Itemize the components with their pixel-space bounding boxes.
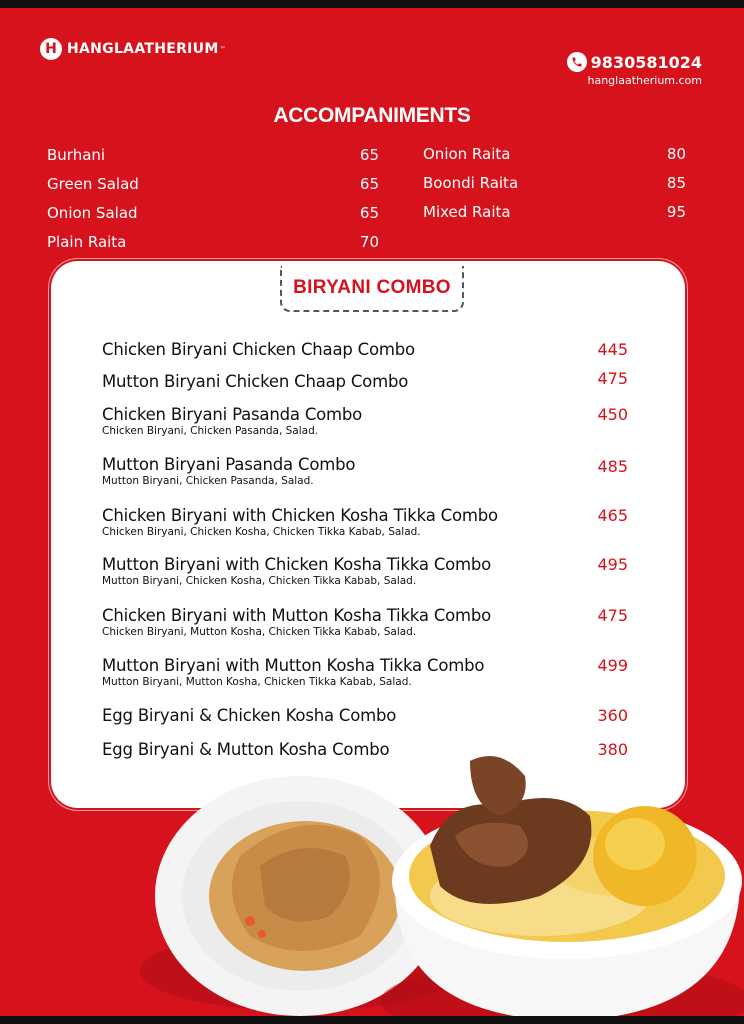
combo-item xyxy=(102,706,628,725)
combo-item-desc: Chicken Biryani, Mutton Kosha, Chicken Tikka Kabab, Salad. xyxy=(102,626,417,638)
item-name: Plain Raita xyxy=(47,233,127,251)
item-name: Green Salad xyxy=(47,175,139,193)
item-name: Mixed Raita xyxy=(423,203,511,221)
combo-item-price: 495 xyxy=(597,555,628,574)
combo-item-price: 475 xyxy=(597,606,628,625)
combo-item-name: Mutton Biryani with Mutton Kosha Tikka Combo xyxy=(102,656,485,675)
brand-trademark: ™ xyxy=(219,45,226,53)
item-name: Onion Raita xyxy=(423,145,511,163)
list-item xyxy=(47,204,379,233)
combo-item-name: Mutton Biryani Chicken Chaap Combo xyxy=(102,372,409,391)
item-price: 70 xyxy=(359,233,379,251)
white-plate xyxy=(155,776,445,1016)
brand-name: HANGLAATHERIUM xyxy=(67,41,219,57)
list-item xyxy=(423,174,686,203)
contact-block xyxy=(567,52,702,87)
item-price: 65 xyxy=(359,204,379,222)
chaap-piece xyxy=(232,825,380,951)
item-price: 80 xyxy=(666,145,686,163)
combo-item xyxy=(102,740,628,759)
top-border xyxy=(0,0,744,8)
combo-item-name: Mutton Biryani with Chicken Kosha Tikka Combo xyxy=(102,555,492,574)
combo-item-price: 475 xyxy=(597,369,628,388)
item-price: 65 xyxy=(359,175,379,193)
plate-inner xyxy=(182,801,418,991)
list-item xyxy=(47,233,379,262)
combo-item xyxy=(102,340,628,359)
combo-item-price: 450 xyxy=(597,405,628,424)
item-name: Burhani xyxy=(47,146,106,164)
combo-item xyxy=(102,506,628,538)
rice-light xyxy=(430,856,650,936)
handi-bowl xyxy=(395,886,740,1016)
combo-item-price: 360 xyxy=(597,706,628,725)
bowl-rim xyxy=(392,803,742,959)
combo-title-tag xyxy=(280,266,464,312)
list-item xyxy=(423,203,686,232)
plate-shadow xyxy=(140,931,460,1011)
menu-page xyxy=(0,8,744,1016)
combo-item xyxy=(102,455,628,487)
combo-item-name: Mutton Biryani Pasanda Combo xyxy=(102,455,356,474)
combo-item-price: 485 xyxy=(597,457,628,476)
combo-item xyxy=(102,656,628,688)
mutton-piece xyxy=(430,798,591,904)
combo-item xyxy=(102,555,628,587)
accompaniments-title: ACCOMPANIMENTS xyxy=(273,104,471,127)
list-item xyxy=(47,175,379,204)
combo-item-desc: Chicken Biryani, Chicken Pasanda, Salad. xyxy=(102,425,319,437)
garnish xyxy=(258,930,266,938)
item-price: 65 xyxy=(359,146,379,164)
biryani-combo-title: BIRYANI COMBO xyxy=(293,277,451,298)
accompaniments-right-column xyxy=(423,145,686,232)
combo-item-desc: Mutton Biryani, Chicken Pasanda, Salad. xyxy=(102,475,314,487)
item-price: 85 xyxy=(666,174,686,192)
combo-item-price: 465 xyxy=(597,506,628,525)
brand-icon: H xyxy=(40,38,62,60)
item-name: Onion Salad xyxy=(47,204,138,222)
phone-number[interactable]: 9830581024 xyxy=(590,52,702,72)
list-item xyxy=(423,145,686,174)
rice-mid xyxy=(550,836,690,896)
biryani-rice xyxy=(409,810,725,942)
item-name: Boondi Raita xyxy=(423,174,519,192)
combo-item-name: Chicken Biryani Pasanda Combo xyxy=(102,405,363,424)
combo-item-name: Egg Biryani & Chicken Kosha Combo xyxy=(102,706,397,725)
bowl-shadow xyxy=(380,961,744,1016)
website-link[interactable]: hanglaatherium.com xyxy=(587,74,702,87)
combo-item-name: Chicken Biryani Chicken Chaap Combo xyxy=(102,340,415,359)
combo-item-desc: Mutton Biryani, Chicken Kosha, Chicken Tikka Kabab, Salad. xyxy=(102,575,417,587)
potato xyxy=(593,806,697,906)
combo-item-name: Egg Biryani & Mutton Kosha Combo xyxy=(102,740,390,759)
combo-item-desc: Mutton Biryani, Mutton Kosha, Chicken Tikka Kabab, Salad. xyxy=(102,676,412,688)
bottom-border xyxy=(0,1016,744,1024)
potato-highlight xyxy=(605,818,665,870)
combo-item-price: 380 xyxy=(597,740,628,759)
mutton-highlight xyxy=(455,823,528,867)
combo-item-desc: Chicken Biryani, Chicken Kosha, Chicken Tikka Kabab, Salad. xyxy=(102,526,421,538)
garnish xyxy=(245,916,255,926)
list-item xyxy=(47,146,379,175)
accompaniments-left-column xyxy=(47,146,379,262)
combo-item-name: Chicken Biryani with Chicken Kosha Tikka Combo xyxy=(102,506,498,525)
combo-item xyxy=(102,369,628,391)
combo-item-price: 499 xyxy=(597,656,628,675)
item-price: 95 xyxy=(666,203,686,221)
phone-icon xyxy=(567,52,587,72)
combo-item xyxy=(102,606,628,638)
brand-logo-block xyxy=(40,38,226,60)
combo-item-price: 445 xyxy=(597,340,628,359)
gravy xyxy=(209,821,401,971)
chaap-highlight xyxy=(260,848,350,922)
combo-item-name: Chicken Biryani with Mutton Kosha Tikka Combo xyxy=(102,606,492,625)
combo-item xyxy=(102,405,628,437)
